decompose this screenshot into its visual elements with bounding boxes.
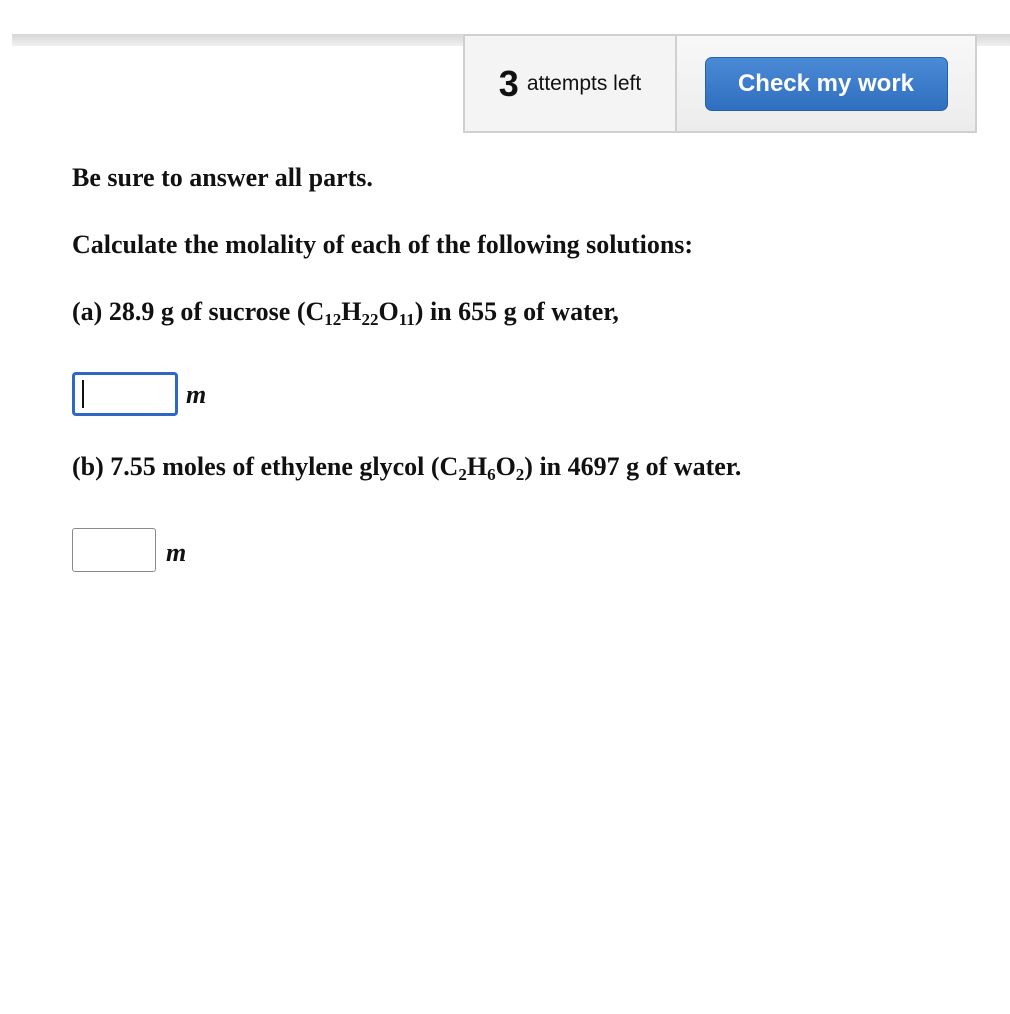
assignment-toolbar	[463, 34, 977, 133]
check-my-work-button[interactable]: Check my work	[705, 57, 948, 111]
question-prompt: Calculate the molality of each of the following solutions:	[72, 230, 694, 259]
instructions-text: Be sure to answer all parts.	[72, 163, 373, 192]
part-a-answer-input[interactable]	[72, 372, 178, 416]
check-button-container	[677, 36, 975, 131]
part-b-answer-input[interactable]	[72, 528, 156, 572]
part-a-question: (a) 28.9 g of sucrose $(C_{12}H_{22}O_{11})$ in 655 g of water,	[72, 297, 619, 329]
part-b-question: (b) 7.55 moles of ethylene glycol $(C_2H_6O_2)$ in 4697 g of water.	[72, 452, 742, 484]
text-cursor	[82, 380, 84, 408]
attempts-label: attempts left	[526, 71, 642, 95]
part-b-unit: m	[166, 538, 187, 567]
attempts-indicator	[465, 36, 677, 131]
part-a-unit: m	[186, 380, 207, 409]
attempts-count: 3	[498, 62, 519, 104]
